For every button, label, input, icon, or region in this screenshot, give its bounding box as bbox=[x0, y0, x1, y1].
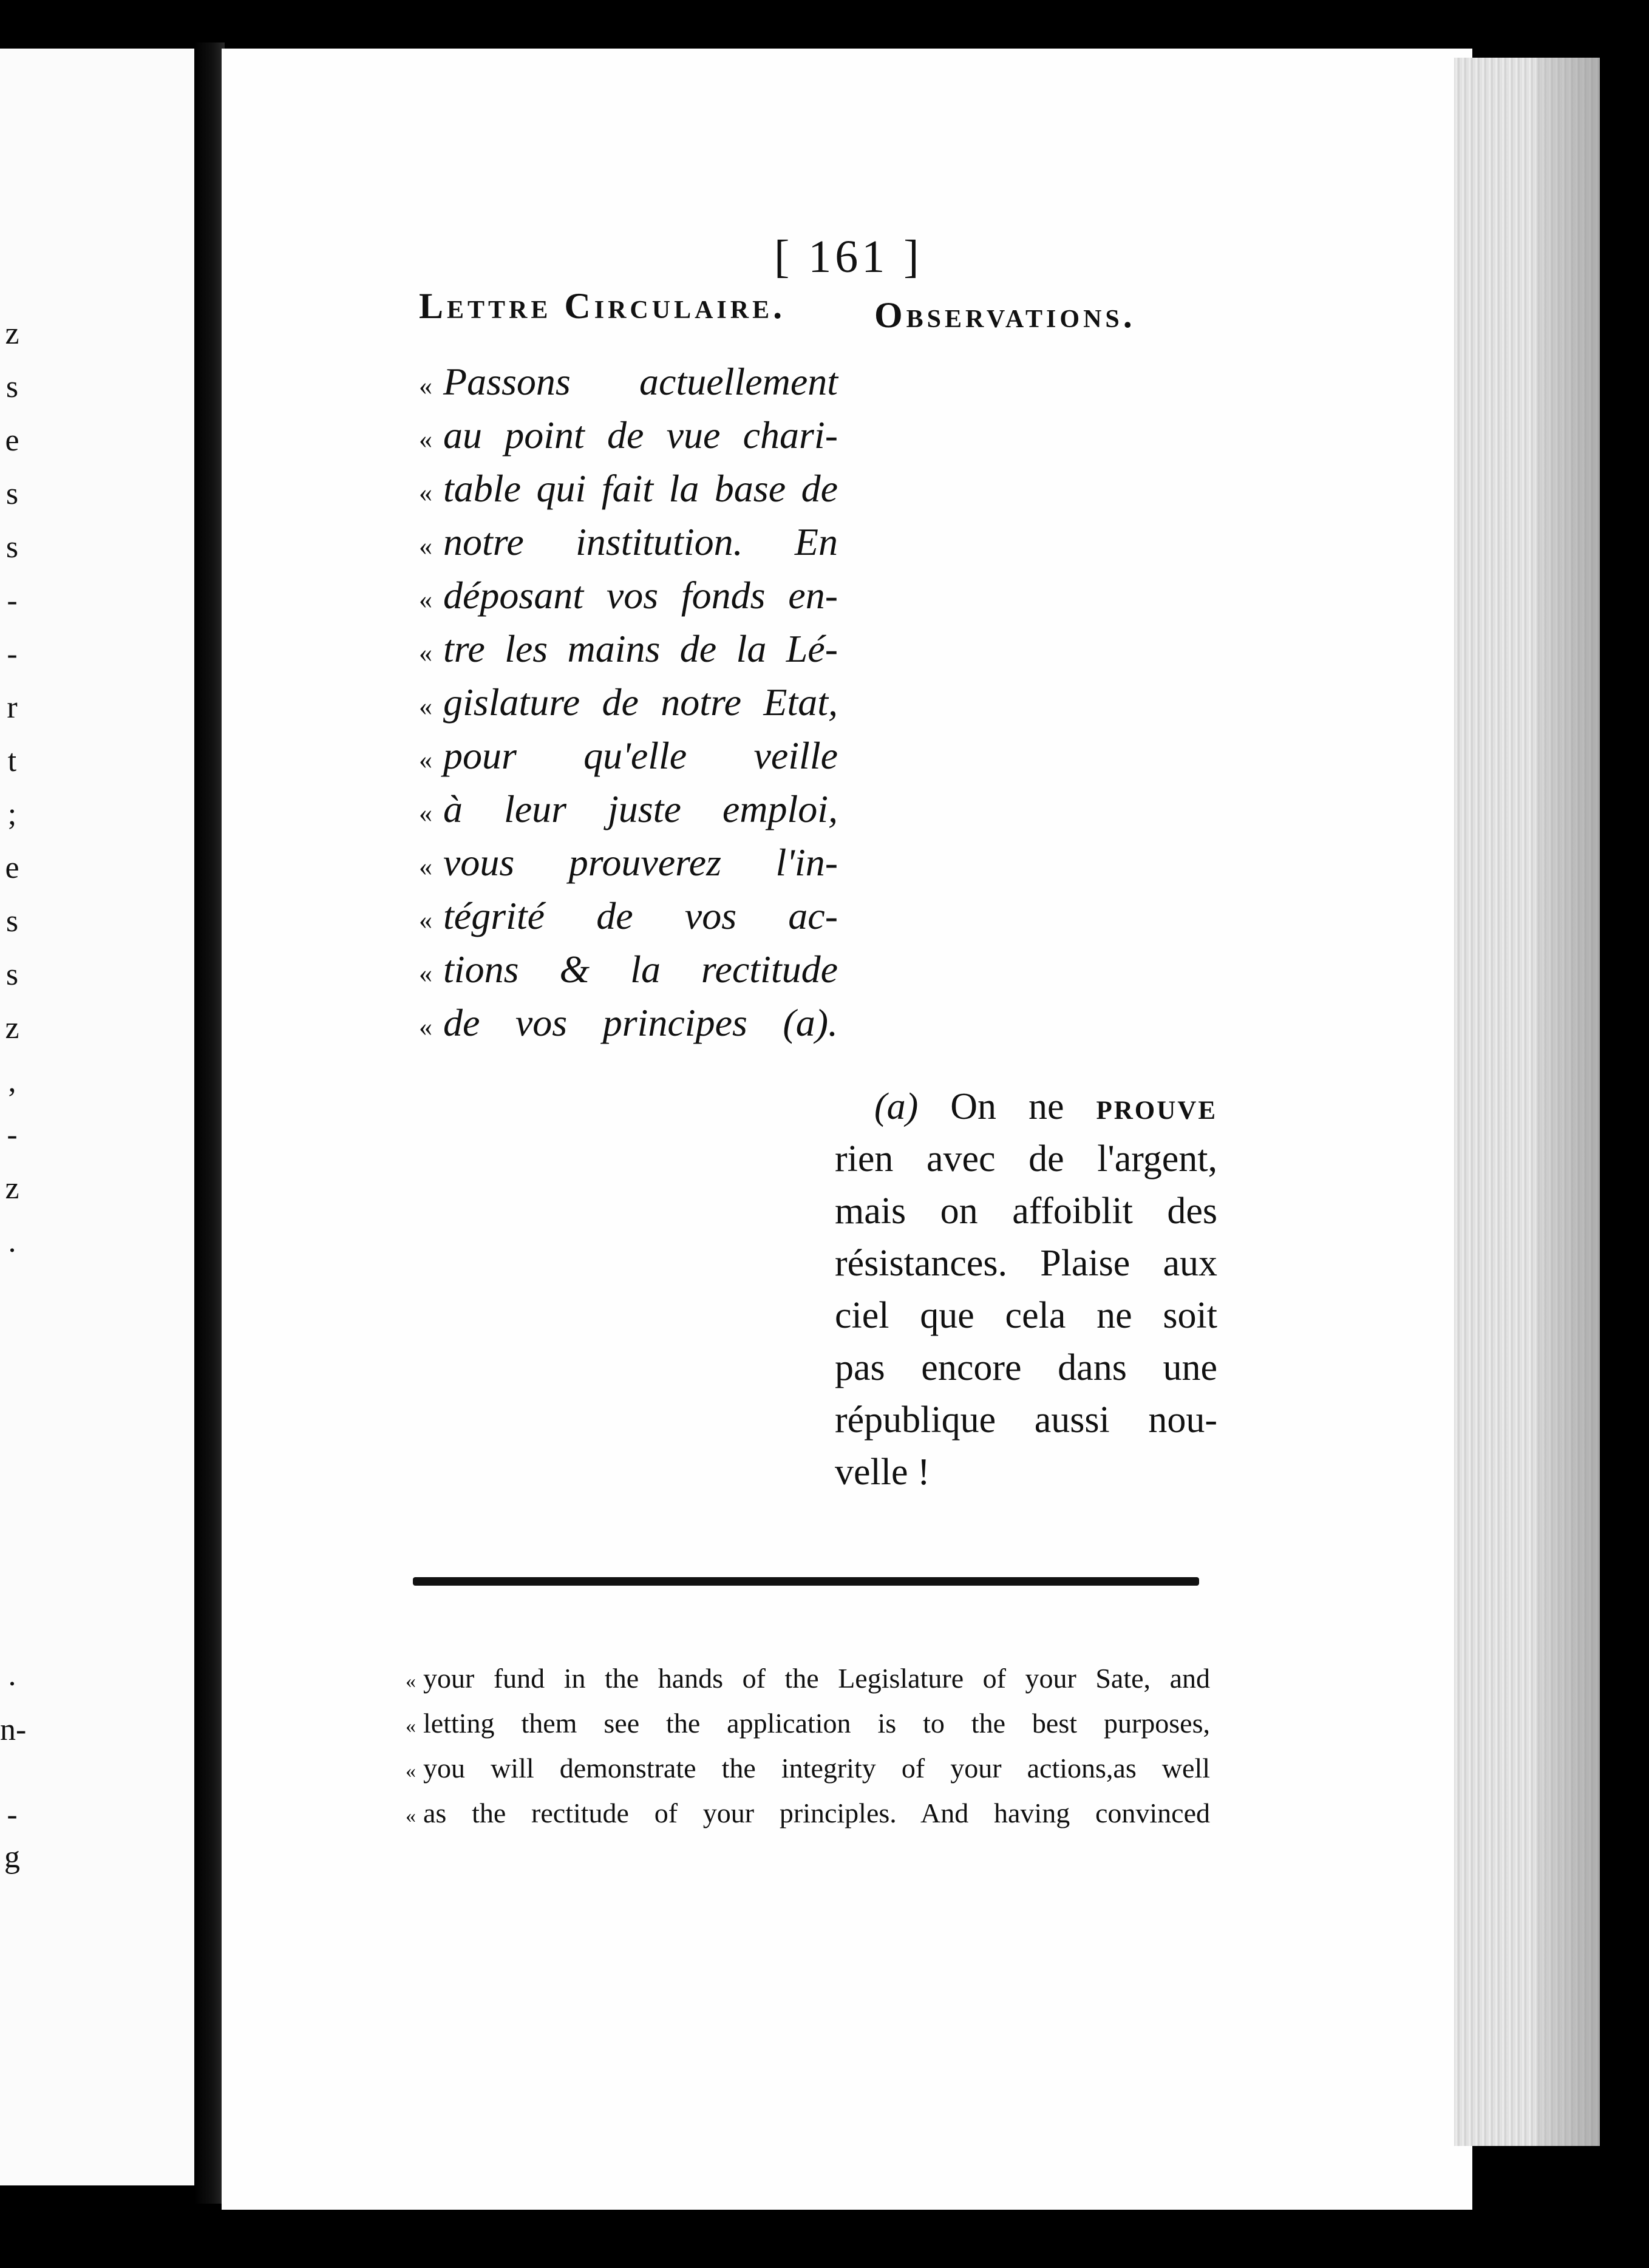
letter-line: « table qui fait la base de bbox=[419, 467, 838, 510]
facing-char: - bbox=[7, 1798, 18, 1832]
facing-char: z bbox=[5, 1011, 19, 1045]
note-marker: (a) bbox=[874, 1086, 919, 1127]
facing-char: n- bbox=[0, 1713, 27, 1747]
facing-char: z bbox=[5, 1171, 19, 1206]
facing-char: s bbox=[5, 957, 19, 992]
letter-line: « au point de vue chari- bbox=[419, 413, 838, 457]
letter-line: « déposant vos fonds en- bbox=[419, 574, 838, 617]
facing-char: - bbox=[7, 583, 18, 618]
note-line: velle ! bbox=[835, 1451, 930, 1493]
facing-char: - bbox=[7, 1118, 18, 1152]
english-line: « your fund in the hands of the Legislature of your Sate, and bbox=[406, 1663, 1210, 1694]
english-line: « you will demonstrate the integrity of your actions,as well bbox=[406, 1753, 1210, 1784]
facing-char: e bbox=[5, 423, 19, 458]
letter-line: « gislature de notre Etat, bbox=[419, 681, 838, 724]
facing-char: , bbox=[8, 1064, 16, 1099]
letter-line: « vous prouverez l'in- bbox=[419, 841, 838, 884]
section-rule bbox=[413, 1577, 1199, 1586]
note-first-line: (a) On ne prouve bbox=[874, 1086, 1218, 1127]
facing-char: s bbox=[5, 530, 19, 565]
note-line: mais on affoiblit des bbox=[835, 1190, 1217, 1232]
column-heading-observations: Observations. bbox=[874, 295, 1136, 335]
letter-line: « tions & la rectitude bbox=[419, 948, 838, 991]
book-page bbox=[222, 49, 1472, 2210]
facing-page bbox=[0, 49, 194, 2185]
english-line: « letting them see the application is to the best purposes, bbox=[406, 1708, 1210, 1739]
note-line: résistances. Plaise aux bbox=[835, 1243, 1217, 1284]
facing-char: s bbox=[5, 477, 19, 511]
letter-line: « pour qu'elle veille bbox=[419, 734, 838, 777]
facing-char: e bbox=[5, 850, 19, 885]
note-line: ciel que cela ne soit bbox=[835, 1295, 1217, 1336]
facing-char: s bbox=[5, 904, 19, 939]
note-line: pas encore dans une bbox=[835, 1347, 1217, 1388]
facing-char: z bbox=[5, 316, 19, 351]
facing-char: - bbox=[7, 637, 18, 671]
english-line: « as the rectitude of your principles. And having convinced bbox=[406, 1798, 1210, 1828]
letter-line: « tégrité de vos ac- bbox=[419, 894, 838, 937]
letter-line: « notre institution. En bbox=[419, 520, 838, 563]
facing-char: g bbox=[4, 1840, 20, 1875]
note-line: rien avec de l'argent, bbox=[835, 1138, 1217, 1180]
facing-char: s bbox=[5, 370, 19, 404]
note-line: république aussi nou- bbox=[835, 1399, 1217, 1441]
page-edges-shadow bbox=[1536, 58, 1600, 2146]
column-heading-letter: Lettre Circulaire. bbox=[419, 286, 786, 326]
letter-line: « tre les mains de la Lé- bbox=[419, 627, 838, 670]
letter-line: « de vos principes (a). bbox=[419, 1001, 838, 1044]
facing-char: . bbox=[8, 1224, 16, 1259]
page-number: [ 161 ] bbox=[774, 231, 923, 282]
letter-line: « à leur juste emploi, bbox=[419, 787, 838, 830]
note-emphasis: prouve bbox=[1096, 1086, 1218, 1127]
facing-char: t bbox=[7, 744, 17, 778]
facing-char: ; bbox=[7, 797, 17, 832]
book-gutter bbox=[194, 42, 225, 2204]
letter-line: « Passons actuellement bbox=[419, 360, 838, 403]
facing-char: r bbox=[7, 690, 18, 725]
facing-char: . bbox=[8, 1658, 16, 1693]
